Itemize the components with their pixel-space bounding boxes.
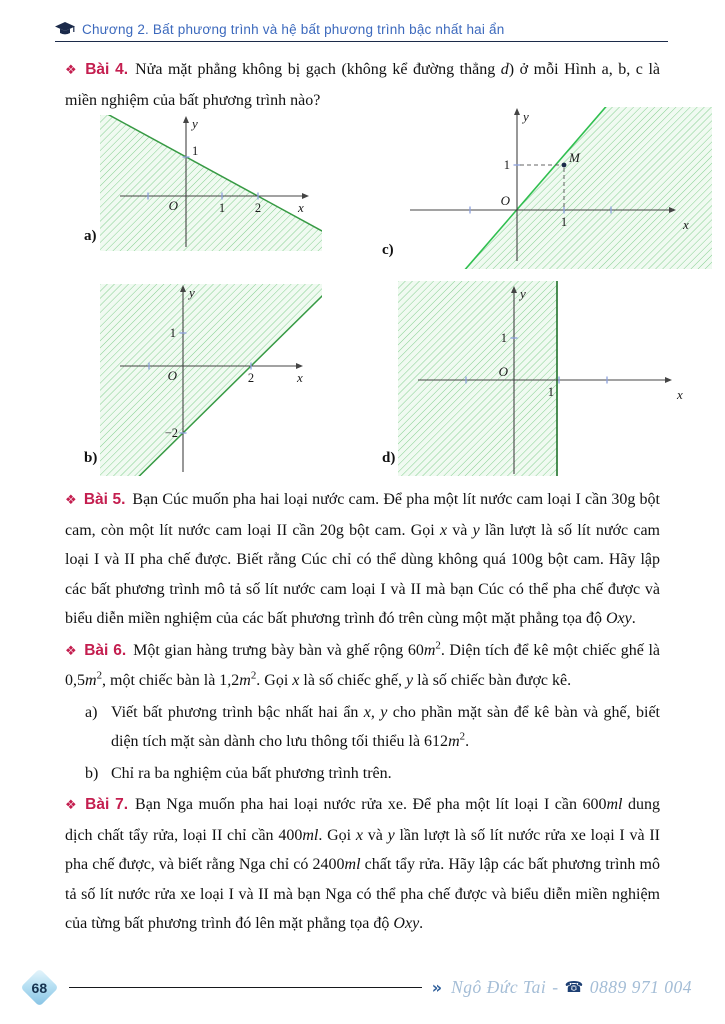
tick-label-y1: 1 (192, 144, 199, 158)
tick-label-y1: 1 (169, 326, 176, 340)
origin-label: O (167, 368, 177, 383)
problem-7-label: Bài 7. (85, 796, 129, 813)
problem-marker-icon: ❖ (65, 798, 79, 813)
problem-6 (65, 636, 660, 696)
tick-label-x1: 1 (218, 201, 226, 215)
figure-b (100, 284, 322, 476)
item-b-marker: b) (85, 764, 99, 782)
chapter-title: Chương 2. Bất phương trình và hệ bất phương trình bậc nhất hai ẩn (82, 22, 505, 37)
problem-4-text: Nửa mặt phẳng không bị gạch (không kể đường thẳng d) ở mỗi Hình a, b, c là miền nghiệm của bất phương trình nào? (65, 61, 660, 109)
tick-label-y1: 1 (503, 158, 510, 172)
problem-5-label: Bài 5. (83, 491, 126, 508)
origin-label: O (498, 364, 508, 379)
problem-5-text: Bạn Cúc muốn pha hai loại nước cam. Để pha một lít nước cam loại I cần 30g bột cam, còn một lít nước cam loại II cần 20g bột cam. Gọi x và y lần lượt là số lít nước cam loại I và II pha chế được. Biết rằng Cúc chỉ có thể dùng không quá 100g bột cam. Hãy lập các bất phương trình mô tả số lít nước cam loại I và II mà bạn Cúc có thể pha chế được và biểu diễn miền nghiệm của các bất phương trình đó trên cùng một mặt phẳng tọa độ Oxy. (65, 491, 661, 627)
figure-a-caption: a) (84, 228, 97, 244)
x-axis-label: x (683, 217, 689, 232)
figure-c (400, 107, 712, 269)
tick-label-y1: 1 (500, 331, 507, 345)
problem-6-label: Bài 6. (84, 641, 127, 659)
item-a-marker: a) (85, 703, 98, 721)
problem-6-item-b (85, 759, 660, 789)
figure-d (398, 281, 712, 476)
x-axis-label: x (677, 387, 683, 402)
x-axis-arrow (296, 363, 303, 369)
figure-b-caption: b) (84, 450, 98, 466)
item-a-text: Viết bất phương trình bậc nhất hai ẩn x, y cho phần mặt sàn để kê bàn và ghế, biết diện tích mặt sàn dành cho lưu thông tối thiểu là $612m^2$. (111, 703, 661, 750)
author-name: Ngô Đức Tai (451, 976, 547, 997)
phone-icon: ☎ (564, 978, 584, 996)
y-axis-label: y (192, 116, 198, 131)
graduation-cap-icon (55, 22, 75, 37)
footer-chevron: » (431, 977, 443, 997)
tick-label-ym2: −2 (164, 426, 178, 440)
y-axis-arrow (514, 108, 520, 115)
page-footer (20, 966, 692, 1008)
problem-4-label: Bài 4. (85, 61, 129, 78)
x-axis-arrow (302, 193, 309, 199)
y-axis-label: y (520, 286, 526, 301)
phone-number: 0889 971 004 (589, 976, 692, 997)
problem-marker-icon: ❖ (65, 643, 78, 659)
point-M (562, 163, 567, 168)
x-axis-label: x (298, 200, 304, 215)
problem-4 (65, 55, 660, 115)
problem-5 (65, 485, 660, 634)
problem-6-item-a (85, 698, 660, 757)
problem-7 (65, 790, 660, 939)
y-axis-label: y (189, 285, 195, 300)
problem-marker-icon: ❖ (65, 63, 79, 78)
y-axis-arrow (183, 116, 189, 123)
page-number: 68 (31, 978, 48, 995)
figure-grid (0, 109, 725, 483)
item-b-text: Chỉ ra ba nghiệm của bất phương trình trên. (111, 764, 392, 782)
tick-label-x1: 1 (547, 385, 554, 399)
footer-rule (69, 987, 422, 988)
footer-contact (451, 977, 692, 998)
tick-label-x2: 2 (247, 371, 255, 385)
point-M-label: M (569, 150, 580, 165)
chapter-header (55, 22, 668, 42)
problem-6-text: Một gian hàng trưng bày bàn và ghế rộng $60m^2$. Diện tích để kê một chiếc ghế là $0,5m^2$, một chiếc bàn là $1,2m^2$. Gọi x là số chiếc ghế, y là số chiếc bàn được kê. (65, 639, 661, 689)
y-axis-label: y (523, 109, 529, 124)
figure-c-caption: c) (382, 242, 394, 258)
origin-label: O (500, 193, 510, 208)
x-axis-label: x (297, 370, 303, 385)
problem-marker-icon: ❖ (65, 493, 77, 508)
tick-label-x1: 1 (560, 215, 568, 229)
tick-label-x2: 2 (254, 201, 262, 215)
figure-a (100, 115, 322, 251)
origin-label: O (168, 198, 178, 213)
figure-d-caption: d) (382, 450, 396, 466)
problem-7-text: Bạn Nga muốn pha hai loại nước rửa xe. Để pha một lít loại I cần 600ml dung dịch chất tẩy rửa, loại II chỉ cần 400ml. Gọi x và y lần lượt là số lít nước rửa xe loại I và II pha chế được, và biết rằng Nga chỉ có 2400ml chất tẩy rửa. Hãy lập các bất phương trình mô tả số lít nước rửa xe loại I và II mà bạn Nga có thể pha chế được và biểu diễn miền nghiệm của từng bất phương trình đó lên mặt phẳng tọa độ Oxy. (65, 796, 661, 932)
page-number-badge (20, 968, 58, 1006)
x-axis-arrow (665, 377, 672, 383)
author-separator: - (552, 976, 559, 997)
